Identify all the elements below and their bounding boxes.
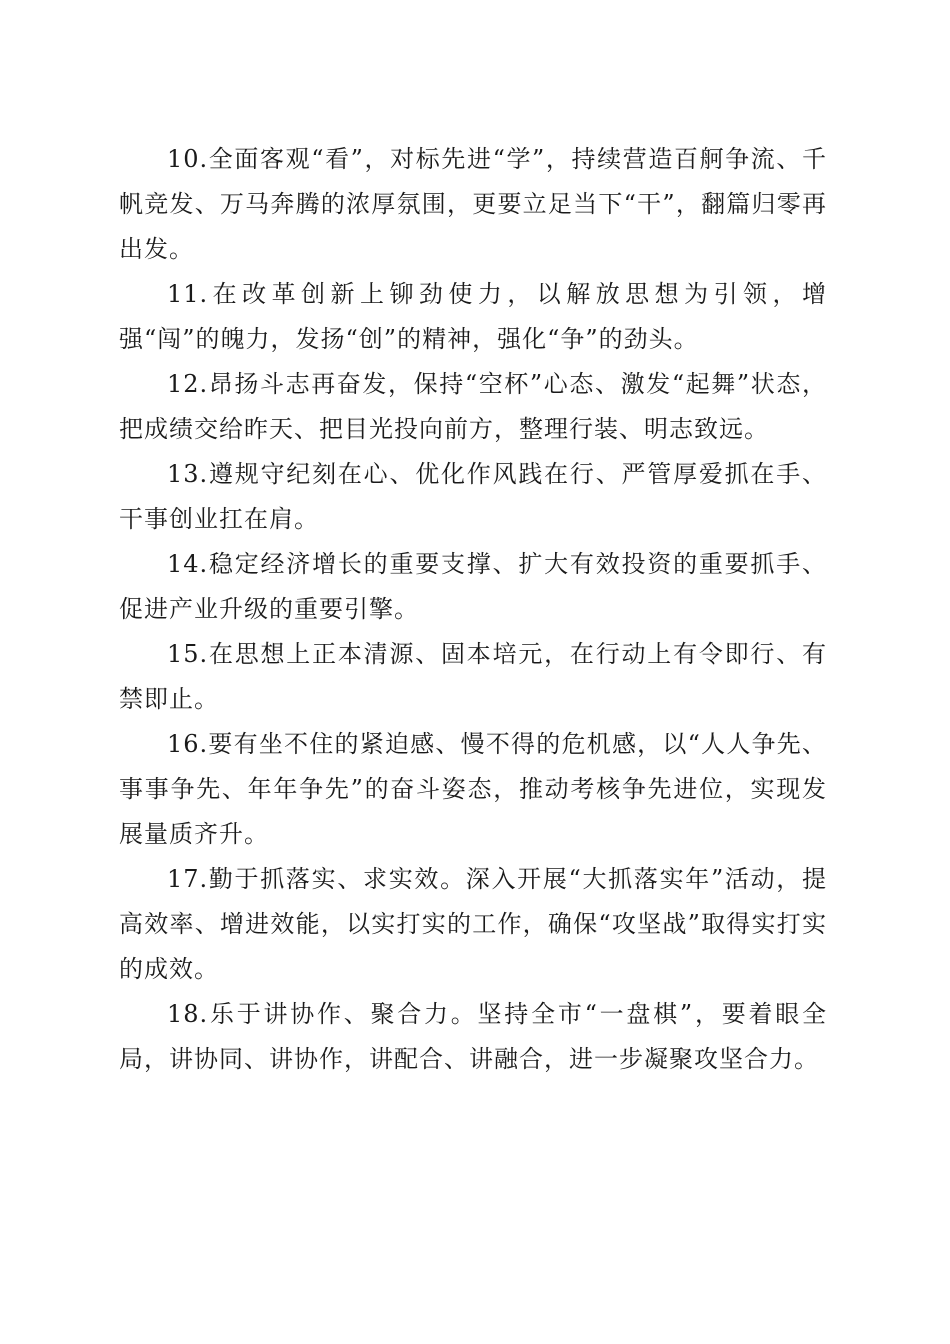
paragraph-15: 15.在思想上正本清源、固本培元，在行动上有令即行、有禁即止。 bbox=[119, 640, 827, 713]
paragraph-14: 14.稳定经济增长的重要支撑、扩大有效投资的重要抓手、促进产业升级的重要引擎。 bbox=[119, 550, 827, 623]
paragraph-18: 18.乐于讲协作、聚合力。坚持全市“一盘棋”，要着眼全局，讲协同、讲协作，讲配合、讲融合，进一步凝聚攻坚合力。 bbox=[119, 1000, 827, 1073]
paragraph-12: 12.昂扬斗志再奋发，保持“空杯”心态、激发“起舞”状态，把成绩交给昨天、把目光投向前方，整理行装、明志致远。 bbox=[119, 370, 827, 443]
paragraph-11: 11.在改革创新上铆劲使力，以解放思想为引领，增强“闯”的魄力，发扬“创”的精神，强化“争”的劲头。 bbox=[119, 280, 827, 353]
paragraph-13: 13.遵规守纪刻在心、优化作风践在行、严管厚爱抓在手、干事创业扛在肩。 bbox=[119, 460, 827, 533]
paragraph-17: 17.勤于抓落实、求实效。深入开展“大抓落实年”活动，提高效率、增进效能，以实打实的工作，确保“攻坚战”取得实打实的成效。 bbox=[119, 865, 827, 983]
document-body bbox=[119, 137, 827, 1082]
paragraph-16: 16.要有坐不住的紧迫感、慢不得的危机感，以“人人争先、事事争先、年年争先”的奋斗姿态，推动考核争先进位，实现发展量质齐升。 bbox=[119, 730, 827, 848]
paragraph-10: 10.全面客观“看”，对标先进“学”，持续营造百舸争流、千帆竞发、万马奔腾的浓厚氛围，更要立足当下“干”，翻篇归零再出发。 bbox=[119, 145, 827, 263]
